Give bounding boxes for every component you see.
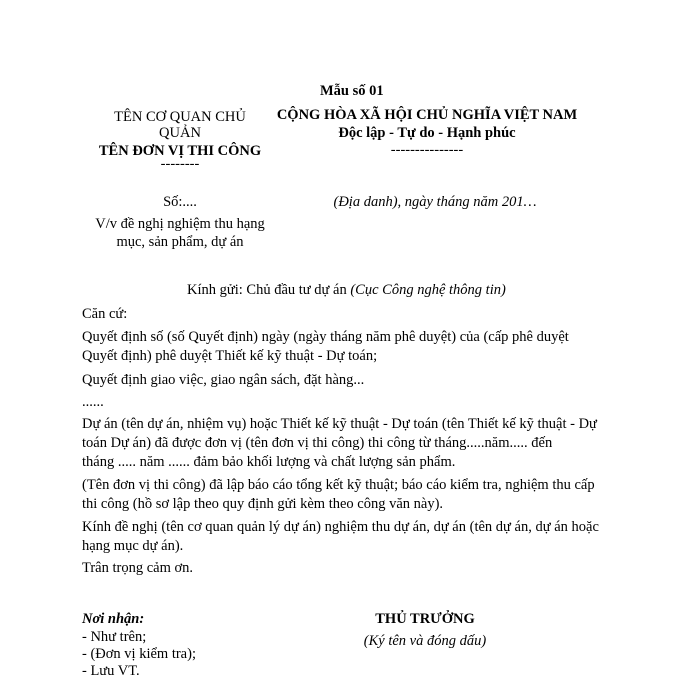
- document-number: Số:....: [163, 194, 197, 210]
- agency-name-line1: TÊN CƠ QUAN CHỦ: [114, 109, 246, 125]
- subject-line2: mục, sản phẩm, dự án: [116, 234, 244, 250]
- signature-note: (Ký tên và đóng dấu): [363, 633, 487, 649]
- paragraph-decision-line1: Quyết định số (số Quyết định) ngày (ngày tháng năm phê duyệt) của (cấp phê duyệt: [82, 329, 569, 345]
- recipients-item: - Lưu VT.: [82, 663, 140, 679]
- form-number: Mẫu số 01: [320, 83, 384, 99]
- recipients-item: - Như trên;: [82, 629, 147, 645]
- left-header-divider: --------: [160, 156, 200, 172]
- subject-line1: V/v đề nghị nghiệm thu hạng: [95, 216, 265, 232]
- place-date: (Địa danh), ngày tháng năm 201…: [333, 194, 537, 210]
- paragraph-report-line1: (Tên đơn vị thi công) đã lập báo cáo tổng kết kỹ thuật; báo cáo kiểm tra, nghiệm thu cấp: [82, 477, 595, 493]
- closing-thanks: Trân trọng cảm ơn.: [82, 560, 194, 576]
- agency-name-line2: QUẢN: [159, 125, 201, 141]
- recipient-name: (Cục Công nghệ thông tin): [350, 282, 506, 298]
- recipients-title: Nơi nhận:: [82, 611, 145, 627]
- right-header-divider: ---------------: [390, 142, 464, 158]
- signature-title: THỦ TRƯỞNG: [375, 611, 475, 627]
- national-motto: Độc lập - Tự do - Hạnh phúc: [338, 125, 516, 141]
- paragraph-ellipsis: ......: [82, 394, 104, 410]
- basis-heading: Căn cứ:: [82, 306, 128, 322]
- paragraph-project-line2: toán Dự án) đã được đơn vị (tên đơn vị thi công) thi công từ tháng.....năm..... đến: [82, 435, 553, 451]
- recipient-line: [187, 281, 627, 300]
- paragraph-report-line2: thi công (hồ sơ lập theo quy định gửi kèm theo công văn này).: [82, 496, 444, 512]
- national-title: CỘNG HÒA XÃ HỘI CHỦ NGHĨA VIỆT NAM: [276, 107, 578, 123]
- paragraph-project-line1: Dự án (tên dự án, nhiệm vụ) hoặc Thiết kế kỹ thuật - Dự toán (tên Thiết kế kỹ thuật - Dự: [82, 416, 597, 432]
- paragraph-request-line2: hạng mục dự án).: [82, 538, 184, 554]
- paragraph-project-line3: tháng ..... năm ...... đảm bảo khối lượng và chất lượng sản phẩm.: [82, 454, 456, 470]
- unit-name: TÊN ĐƠN VỊ THI CÔNG: [98, 143, 262, 159]
- paragraph-assignment: Quyết định giao việc, giao ngân sách, đặt hàng...: [82, 372, 365, 388]
- paragraph-decision-line2: Quyết định) phê duyệt Thiết kế kỹ thuật - Dự toán;: [82, 348, 378, 364]
- recipients-item: - (Đơn vị kiểm tra);: [82, 646, 196, 662]
- paragraph-request-line1: Kính đề nghị (tên cơ quan quản lý dự án) nghiệm thu dự án, dự án (tên dự án, dự án hoặc: [82, 519, 599, 535]
- recipient-prefix: Kính gửi: Chủ đầu tư dự án: [187, 282, 351, 298]
